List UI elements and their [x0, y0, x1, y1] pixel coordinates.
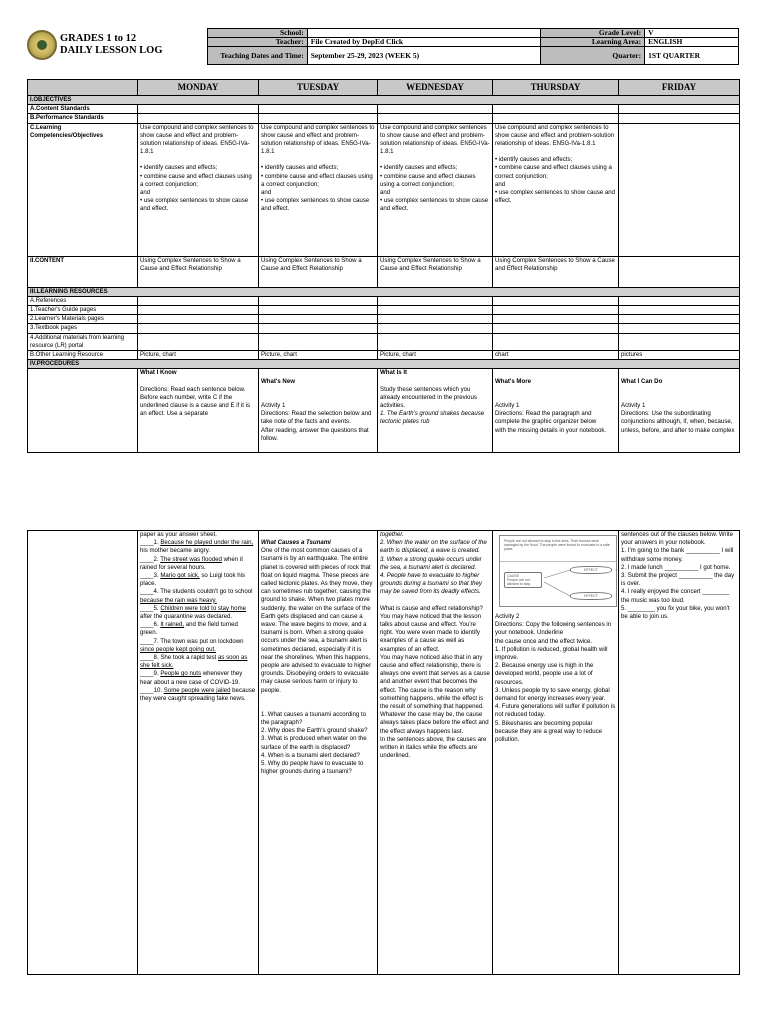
objectives-row: I.OBJECTIVES [28, 96, 740, 105]
lesson-log-page-2 [27, 530, 739, 980]
content-label: II.CONTENT [28, 256, 138, 287]
document-title: GRADES 1 to 12 DAILY LESSON LOG [60, 33, 163, 56]
learning-area-value: ENGLISH [645, 38, 739, 47]
question-item: 1. What causes a tsunami according to the paragraph? [261, 710, 367, 727]
question-item: 2. Why does the Earth's ground shake? [261, 727, 368, 735]
lr-portal-label: 4.Additional materials from learning resource (LR) portal [28, 333, 138, 350]
monday-item: ____1. Because he played under the rain, his mother became angry. [140, 539, 254, 555]
friday-items-list [621, 547, 737, 621]
organizer-arrows-icon [500, 536, 618, 608]
tuesday-questions-list [261, 711, 375, 777]
grade-level-value: V [645, 29, 739, 38]
learning-resources-row: III.LEARNING RESOURCES [28, 287, 740, 296]
other-resource-wednesday: Picture, chart [378, 351, 493, 360]
monday-items-list [140, 539, 256, 703]
procedure-friday-cont: sentences out of the clauses below. Write your answers in your notebook. 1. I'm going to the bank __________ I will withdraw some money. 2. I made lunch __________ I got home. 3. Submit the project __________ the day is over. 4. I really enjoyed the concert ________ the music was too loud. 5. ________ you fix your bike, you won't be able to join us. [619, 531, 740, 975]
other-resource-thursday: chart [493, 351, 619, 360]
monday-item: ____6. It rained, and the field turned green. [140, 621, 238, 637]
activity-item: 5. Bikeshares are becoming popular because they are a great way to reduce pollution. [495, 719, 603, 744]
header [27, 28, 739, 72]
teacher-value: File Created by DepEd Click [307, 38, 541, 47]
learners-materials-label: 2.Learner's Materials pages [28, 315, 138, 324]
day-header-thursday: THURSDAY [493, 80, 619, 96]
monday-item: ____8. She took a rapid test as soon as she felt sick. [140, 654, 248, 670]
other-resource-monday: Picture, chart [138, 351, 259, 360]
teaching-dates-label: Teaching Dates and Time: [208, 47, 308, 65]
teacher-label: Teacher: [208, 38, 308, 47]
other-resource-tuesday: Picture, chart [259, 351, 378, 360]
day-header-friday: FRIDAY [619, 80, 740, 96]
monday-item: ____4. The students couldn't go to school because the rain was heavy. [140, 588, 253, 604]
teachers-guide-label: 1.Teacher's Guide pages [28, 306, 138, 315]
textbook-label: 3.Textbook pages [28, 324, 138, 333]
teaching-dates-value: September 25-29, 2023 (WEEK 5) [307, 47, 541, 65]
content-cell: Using Complex Sentences to Show a Cause and Effect Relationship [378, 256, 493, 287]
competency-cell: Use compound and complex sentences to show cause and effect and problem-solution relationship of ideas. EN5G-IVa-1.8.1 • identify causes and effects; • combine cause and effect clauses using a correct conjunction; and • use complex sentences to show cause and effect. [259, 123, 378, 256]
activity-item: 4. Future generations will suffer if pollution is not reduced today. [495, 703, 616, 719]
grade-level-label: Grade Level: [541, 29, 645, 38]
procedure-friday: What I Can Do Activity 1 Directions: Use the subordinating conjunctions although, if, when, because, unless, before, and after to make complex [619, 369, 740, 453]
procedure-tuesday: What's New Activity 1 Directions: Read the selection below and take note of the facts and events. After reading, answer the questions that follow. [259, 369, 378, 453]
lesson-log-page-1 [27, 28, 739, 498]
graphic-organizer-image: People are not allowed to stay in the area. Their houses were damaged by the flood. The people were forced to evacuate to a safe place. CAUSE People are not allowed to stay EFFECT EFFECT [499, 535, 617, 607]
lesson-log-table [27, 79, 740, 453]
content-standards-label: A.Content Standards [28, 105, 138, 114]
question-item: 5. Why do people have to evacuate to higher grounds during a tsunami? [261, 760, 364, 776]
corner-cell [28, 80, 138, 96]
performance-standards-label: B.Performance Standards [28, 114, 138, 123]
monday-item: ____5. Children were told to stay home after the quarantine was declared. [140, 604, 247, 621]
monday-item: ____3. Mario got sick, so Luigi took his place. [140, 572, 246, 588]
deped-seal-icon [27, 30, 57, 60]
procedure-monday-cont: paper as your answer sheet. ____1. Because he played under the rain, his mother became angry. ____2. The street was flooded when it rained for several hours. ____3. Mario got sick, so Luigi took his place. ____4. The students couldn't go to school because the rain was heavy. ____5. Children were told to stay home after the quarantine was declared. ____6. It rained, and the field turned green. ____7. The town was put on lockdown since people kept going out. ____8. She took a rapid test as soon as she felt sick. ____9. People go nuts whenever they hear about a new case of COVID-19. ____10. Some people were jailed because they were caught spreading fake news. [138, 531, 259, 975]
activity-item: 1. If pollution is reduced, global health will improve. [495, 645, 608, 662]
question-item: 3. What is produced when water on the surface of the earth is displaced? [261, 735, 367, 751]
other-resources-label: B.Other Learning Resource [28, 351, 138, 360]
lesson-log-table-continued [27, 530, 740, 975]
content-cell: Using Complex Sentences to Show a Cause and Effect Relationship [259, 256, 378, 287]
monday-item: ____7. The town was put on lockdown since people kept going out. [140, 637, 244, 653]
thursday-items-list [495, 646, 616, 744]
competency-cell: Use compound and complex sentences to show cause and effect and problem-solution relationship of ideas. EN5G-IVa-1.8.1 • identify causes and effects; • combine cause and effect clauses using a correct conjunction; and • use complex sentences to show cause and effect. [138, 123, 259, 256]
procedure-tuesday-cont [259, 531, 378, 975]
day-header-tuesday: TUESDAY [259, 80, 378, 96]
monday-item: ____10. Some people were jailed because they were caught spreading fake news. [140, 686, 256, 703]
competency-cell: Use compound and complex sentences to show cause and effect and problem-solution relationship of ideas. EN5G-IVa-1.8.1 • identify causes and effects; • combine cause and effect clauses using a correct conjunction; and • use complex sentences to show cause and effect. [378, 123, 493, 256]
procedure-monday: What I Know Directions: Read each sentence below. Before each number, write C if the underlined clause is a cause and E if it is an effect. Use a separate [138, 369, 259, 453]
day-header-monday: MONDAY [138, 80, 259, 96]
content-cell: Using Complex Sentences to Show a Cause and Effect Relationship [493, 256, 619, 287]
monday-item: ____9. People go nuts whenever they hear about a new case of COVID-19. [140, 670, 243, 686]
activity-item: 1. I'm going to the bank __________ I will withdraw some money. [621, 547, 734, 563]
activity-item: 2. Because energy use is high in the developed world, people use a lot of resources. [495, 662, 594, 686]
procedure-thursday-cont: People are not allowed to stay in the area. Their houses were damaged by the flood. The people were forced to evacuate to a safe place. CAUSE People are not allowed to stay EFFECT EFFECT Activity 2 Directions: Copy the following sentences in your notebook. Underline the cause once and the effect twice. 1. If pollution is reduced, global health will improve. 2. Because energy use is high in the developed world, people use a lot of resources. 3. Unless people try to save energy, global demand for energy increases every year. 4. Future generations will suffer if pollution is not reduced today. 5. Bikeshares are becoming popular because they are a great way to reduce pollution. [493, 531, 619, 975]
question-item: 4. When is a tsunami alert declared? [261, 751, 360, 759]
story-text: One of the most common causes of a tsunami is by an earthquake. The entire planet is covered with pieces of rock that float on liquid magma. These pieces are called tectonic plates. As they move, they can sometimes rub together, causing the ground to shake. When two plates move suddenly, the water on the surface of the Earth gets displaced and can cause a wave. The wave begins to move, and a tsunami is born. When a strong quake occurs under the sea, a tsunami alert is sometimes declared, especially if it is near the shorelines. When this happens, people are advised to evacuate to higher grounds. Disobeying orders to evacuate may cause serious harm or injury to people. [261, 547, 373, 694]
story-title: What Causes a Tsunami [261, 539, 331, 546]
learning-area-label: Learning Area: [541, 38, 645, 47]
procedures-row: IV.PROCEDURES [28, 360, 740, 369]
references-label: A.References [28, 296, 138, 305]
competency-cell: Use compound and complex sentences to show cause and effect and problem-solution relationship of ideas. EN5G-IVa-1.8.1 • identify causes and effects; • combine cause and effect clauses using a correct conjunction; and • use complex sentences to show cause and effect. [493, 123, 619, 256]
procedure-wednesday-cont: together. 2. When the water on the surface of the earth is displaced, a wave is created. 3. When a strong quake occurs under the sea, a tsunami alert is declared. 4. People have to evacuate to higher grounds during a tsunami so that they may be saved from its deadly effects. What is cause and effect relationship? You may have noticed that the lesson talks about cause and effect. You're right. You were even made to identify examples of a cause as well as examples of an effect. You may have noticed also that in any cause and effect relationship, there is always one event that serves as a cause and another event that becomes the effect. The cause is the reason why something happens, while the effect is the result of something that happened. Whatever the case may be, the cause always takes place before the effect and the effect always happens last. In the sentences above, the causes are written in italics while the effects are underlined. [378, 531, 493, 975]
monday-item: ____2. The street was flooded when it rained for several hours. [140, 555, 243, 571]
activity-item: 2. I made lunch __________ I got home. [621, 563, 731, 571]
quarter-value: 1ST QUARTER [645, 47, 739, 65]
header-info-table [207, 28, 739, 65]
procedure-thursday: What's More Activity 1 Directions: Read the paragraph and complete the graphic organizer below with the missing details in your notebook. [493, 369, 619, 453]
activity-item: 4. I really enjoyed the concert ________ the music was too loud. [621, 588, 730, 604]
day-header-wednesday: WEDNESDAY [378, 80, 493, 96]
school-label: School: [208, 29, 308, 38]
activity-item: 3. Submit the project __________ the day is over. [621, 572, 735, 588]
quarter-label: Quarter: [541, 47, 645, 65]
activity-item: 5. ________ you fix your bike, you won't be able to join us. [621, 604, 730, 621]
other-resource-friday: pictures [619, 351, 740, 360]
content-cell: Using Complex Sentences to Show a Cause and Effect Relationship [138, 256, 259, 287]
competencies-label: C.Learning Competencies/Objectives [28, 123, 138, 256]
procedure-wednesday: What Is It Study these sentences which you already encountered in the previous activities. 1. The Earth's ground shakes because tectonic plates rub [378, 369, 493, 453]
activity-item: 3. Unless people try to save energy, global demand for energy increases every year. [495, 686, 610, 703]
